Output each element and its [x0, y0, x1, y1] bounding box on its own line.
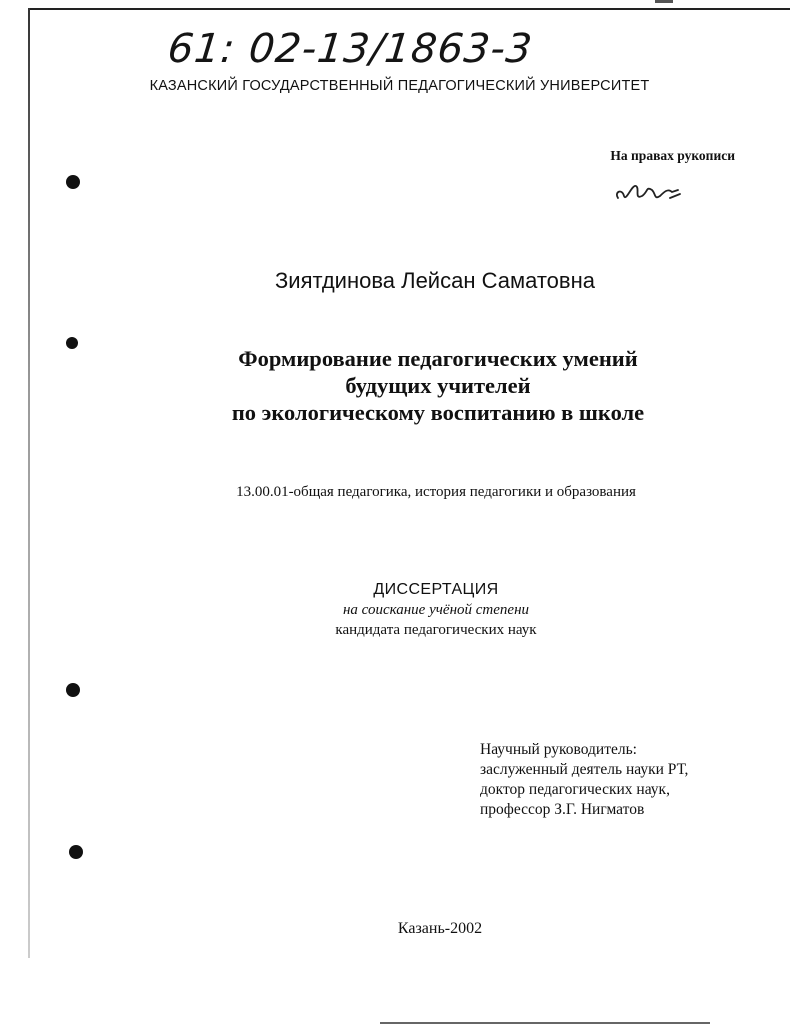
- punch-hole: [69, 845, 83, 859]
- manuscript-note: На правах рукописи: [610, 148, 735, 163]
- specialty-code: 13.00.01-общая педагогика, история педагогики и образования: [236, 484, 636, 500]
- author-name: Зиятдинова Лейсан Саматовна: [275, 268, 595, 293]
- punch-hole: [66, 175, 80, 189]
- supervisor-heading: Научный руководитель:: [480, 741, 637, 758]
- supervisor-line: доктор педагогических наук,: [480, 781, 670, 798]
- supervisor-line: заслуженный деятель науки РТ,: [480, 761, 689, 778]
- university-name: КАЗАНСКИЙ ГОСУДАРСТВЕННЫЙ ПЕДАГОГИЧЕСКИЙ УНИВЕРСИТЕТ: [149, 78, 650, 94]
- scan-mark: [655, 0, 673, 3]
- scan-border-left: [28, 8, 30, 958]
- supervisor-line: профессор З.Г. Нигматов: [480, 801, 645, 818]
- scan-border-top: [28, 8, 790, 10]
- dissertation-block: [0, 580, 799, 640]
- dissertation-purpose: на соискание учёной степени: [342, 602, 530, 618]
- handwritten-catalog-code: [165, 14, 588, 84]
- supervisor-block: [480, 740, 688, 820]
- dissertation-degree: кандидата педагогических наук: [335, 622, 537, 638]
- dissertation-label: ДИССЕРТАЦИЯ: [373, 581, 499, 598]
- city-year: Казань-2002: [397, 920, 483, 937]
- scan-bottom-edge: [380, 1022, 710, 1024]
- catalog-code-text: 61: 02-13/1863-3: [165, 26, 535, 72]
- title-line: будущих учителей: [345, 373, 531, 398]
- signature-mark: [612, 178, 684, 208]
- title-line: по экологическому воспитанию в школе: [231, 400, 645, 425]
- title-line: Формирование педагогических умений: [238, 346, 638, 371]
- punch-hole: [66, 683, 80, 697]
- dissertation-title: [0, 345, 799, 426]
